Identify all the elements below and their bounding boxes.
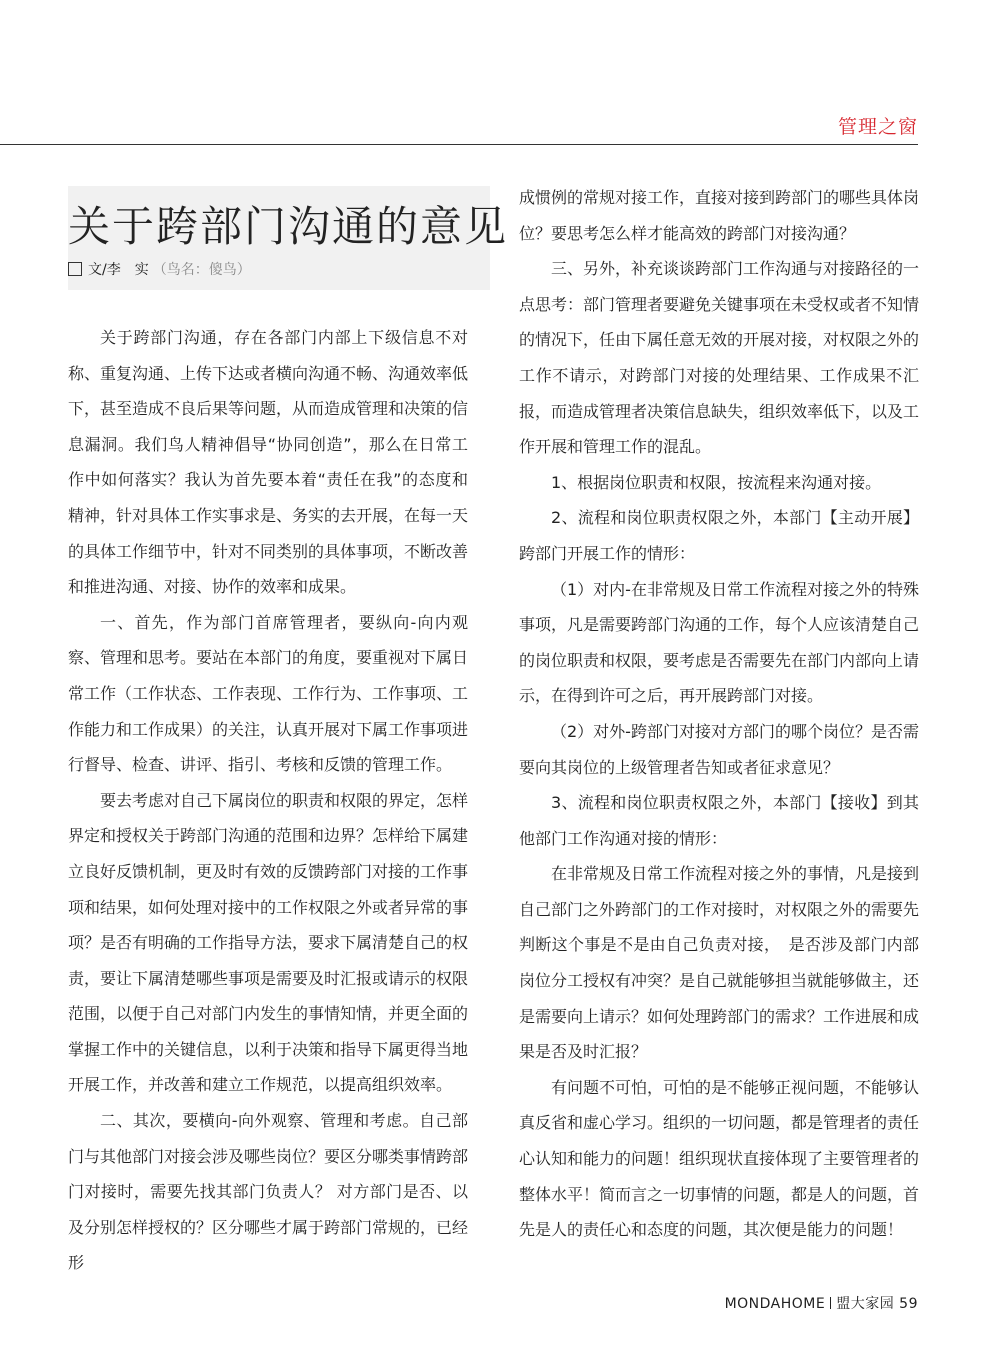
paragraph: （2）对外-跨部门对接对方部门的哪个岗位？是否需要向其岗位的上级管理者告知或者征求意见？	[519, 721, 919, 777]
paragraph: 关于跨部门沟通，存在各部门内部上下级信息不对称、重复沟通、上传下达或者横向沟通不畅、沟通效率低下，甚至造成不良后果等问题，从而造成管理和决策的信息漏洞。我们鸟人精神倡导“协同创造”，那么在日常工作中如何落实？我认为首先要本着“责任在我”的态度和精神，针对具体工作实事求是、务实的去开展，在每一天的具体工作细节中，针对不同类别的具体事项，不断改善和推进沟通、对接、协作的效率和成果。	[68, 328, 469, 597]
footer-brand: MONDAHOME	[724, 1296, 826, 1312]
article-title: 关于跨部门沟通的意见	[68, 202, 509, 251]
page-footer	[725, 1293, 918, 1313]
paragraph: 三、另外，补充谈谈跨部门工作沟通与对接路径的一点思考：部门管理者要避免关键事项在未受权或者不知情的情况下，任由下属任意无效的开展对接，对权限之外的工作不请示，对跨部门对接的处理结果、工作成果不汇报，而造成管理者决策信息缺失，组织效率低下，以及工作开展和管理工作的混乱。	[519, 259, 920, 457]
footer-magazine: 盟大家园	[836, 1296, 895, 1312]
footer-divider	[830, 1297, 831, 1309]
header-rule	[0, 144, 918, 145]
byline	[68, 259, 251, 279]
paragraph: 要去考虑对自己下属岗位的职责和权限的界定，怎样界定和授权关于跨部门沟通的范围和边界？怎样给下属建立良好反馈机制，更及时有效的反馈跨部门对接的工作事项和结果，如何处理对接中的工作权限之外或者异常的事项？是否有明确的工作指导方法，要求下属清楚自己的权责，要让下属清楚哪些事项是需要及时汇报或请示的权限范围，以便于自己对部门内发生的事情知情，并更全面的掌握工作中的关键信息，以利于决策和指导下属更得当地开展工作，并改善和建立工作规范，以提高组织效率。	[68, 790, 469, 1095]
byline-alias: （鸟名：傻鸟）	[152, 262, 251, 278]
paragraph: 有问题不可怕，可怕的是不能够正视问题，不能够认真反省和虚心学习。组织的一切问题，都是管理者的责任心认知和能力的问题！组织现状直接体现了主要管理者的整体水平！简而言之一切事情的问题，都是人的问题，首先是人的责任心和态度的问题，其次便是能力的问题！	[519, 1077, 920, 1240]
paragraph: 二、其次，要横向-向外观察、管理和考虑。自己部门与其他部门对接会涉及哪些岗位？要区分哪类事情跨部门对接时，需要先找其部门负责人？ 对方部门是否、以及分别怎样授权的？区分哪些才属于跨部门常规的，已经形	[68, 1111, 469, 1273]
paragraph: 2、流程和岗位职责权限之外，本部门【主动开展】跨部门开展工作的情形：	[519, 508, 919, 563]
byline-author: 文/李 实	[88, 262, 149, 278]
paragraph-continued: 成惯例的常规对接工作，直接对接到跨部门的哪些具体岗位？要思考怎么样才能高效的跨部门对接沟通？	[519, 188, 920, 243]
paragraph: 一、首先，作为部门首席管理者，要纵向-向内观察、管理和思考。要站在本部门的角度，要重视对下属日常工作（工作状态、工作表现、工作行为、工作事项、工作能力和工作成果）的关注，认真开展对下属工作事项进行督导、检查、讲评、指引、考核和反馈的管理工作。	[68, 612, 469, 775]
left-column	[68, 320, 468, 1281]
section-label: 管理之窗	[837, 116, 918, 138]
page-number: 59	[899, 1296, 918, 1312]
paragraph: （1）对内-在非常规及日常工作流程对接之外的特殊事项，凡是需要跨部门沟通的工作，每个人应该清楚自己的岗位职责和权限，要考虑是否需要先在部门内部向上请示，在得到许可之后，再开展跨部门对接。	[519, 579, 920, 706]
right-column	[519, 180, 919, 1248]
paragraph: 1、根据岗位职责和权限，按流程来沟通对接。	[551, 472, 882, 492]
paragraph: 3、流程和岗位职责权限之外，本部门【接收】到其他部门工作沟通对接的情形：	[519, 793, 919, 848]
square-icon	[68, 262, 82, 276]
paragraph: 在非常规及日常工作流程对接之外的事情，凡是接到自己部门之外跨部门的工作对接时，对权限之外的需要先判断这个事是不是由自己负责对接， 是否涉及部门内部岗位分工授权有冲突？是自己就能够担当就能够做主，还是需要向上请示？如何处理跨部门的需求？工作进展和成果是否及时汇报？	[519, 864, 920, 1062]
